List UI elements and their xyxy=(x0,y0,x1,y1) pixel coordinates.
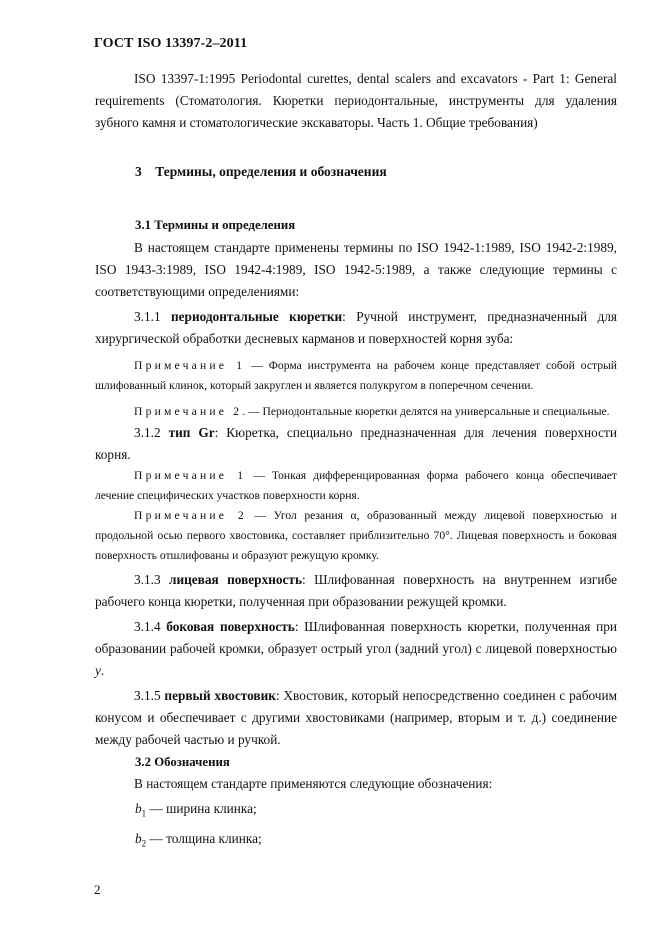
page-number: 2 xyxy=(94,882,101,897)
symbol-description: — ширина клинка; xyxy=(149,801,257,816)
note-label: Примечание 1 xyxy=(134,359,246,372)
symbol-subscript: 2 xyxy=(141,838,147,849)
note-text: — Тонкая дифференцированная форма рабочего конца обеспечивает лечение специфических участков поверхности корня. xyxy=(95,469,617,502)
section-3-number: 3 xyxy=(135,164,142,179)
term-3-1-2 xyxy=(95,422,617,466)
term-number: 3.1.1 xyxy=(134,309,161,324)
page-content xyxy=(95,68,617,854)
term-name: боковая поверхность xyxy=(166,619,295,634)
section-3-1-heading: 3.1 Термины и определения xyxy=(135,218,296,232)
symbol-b2 xyxy=(95,828,617,855)
term-definition: : Хвостовик, который непосредственно соединен с рабочим конусом и обеспечивает с другими хвостовиками (например, вторым и т. д.) соединение между рабочей частью и ручкой. xyxy=(95,688,617,747)
document-header: ГОСТ ISO 13397-2–2011 xyxy=(94,36,248,51)
term-number: 3.1.2 xyxy=(134,425,161,440)
section-3-2-heading: 3.2 Обозначения xyxy=(135,755,230,769)
note-text: — Угол резания α, образованный между лицевой поверхностью и продольной осью первого хвостовика, составляет приблизительно 70°. Лицевая поверхность и боковая поверхность отшлифованы и образуют режущую кромку. xyxy=(95,509,617,562)
symbol-subscript: 1 xyxy=(141,808,147,819)
term-name: лицевая поверхность xyxy=(169,572,302,587)
symbol-b1 xyxy=(95,798,617,825)
symbol-description: — толщина клинка; xyxy=(149,830,262,846)
term-name: тип Gr xyxy=(168,425,215,440)
section-3-2-intro: В настоящем стандарте применяются следующие обозначения: xyxy=(134,776,493,791)
note-3-1-1-1 xyxy=(95,356,617,396)
symbol-letter: b xyxy=(135,830,142,846)
term-number: 3.1.5 xyxy=(134,688,161,703)
section-3-title: Термины, определения и обозначения xyxy=(155,164,387,179)
term-definition: : Шлифованная поверхность кюретки, полученная при образовании рабочей кромки, образует острый угол (задний угол) с лицевой поверхностью xyxy=(95,619,617,656)
note-3-1-2-1 xyxy=(95,466,617,506)
note-3-1-1-2 xyxy=(95,402,617,422)
note-label: Примечание 2 xyxy=(134,509,247,522)
term-3-1-5 xyxy=(95,685,617,751)
section-3-1-intro: В настоящем стандарте применены термины по ISO 1942-1:1989, ISO 1942-2:1989, ISO 1943-3:1989, ISO 1942-4:1989, ISO 1942-5:1989, а также следующие термины с соответствующими определениями: xyxy=(95,240,617,299)
term-number: 3.1.3 xyxy=(134,572,161,587)
symbol-letter: b xyxy=(135,801,142,816)
term-symbol: y xyxy=(95,663,101,678)
section-3-heading xyxy=(95,164,617,180)
term-number: 3.1.4 xyxy=(134,619,161,634)
term-definition: : Шлифованная поверхность на внутреннем изгибе рабочего конца кюретки, полученная при образовании режущей кромки. xyxy=(95,572,617,609)
term-name: периодонтальные кюретки xyxy=(170,309,343,324)
term-3-1-4 xyxy=(95,616,617,682)
note-label: Примечание 1 xyxy=(134,469,247,482)
term-3-1-3 xyxy=(95,569,617,613)
term-name: первый хвостовик xyxy=(164,688,276,703)
term-3-1-1 xyxy=(95,306,617,350)
note-label: Примечание 2 xyxy=(134,405,243,418)
note-text: . — Периодонтальные кюретки делятся на универсальные и специальные. xyxy=(242,405,610,418)
term-end: . xyxy=(100,663,105,678)
note-3-1-2-2 xyxy=(95,506,617,566)
term-definition: : Кюретка, специально предназначенная для лечения поверхности корня. xyxy=(95,425,617,462)
term-definition: : Ручной инструмент, предназначенный для хирургической обработки десневых карманов и поверхностей корня зуба: xyxy=(95,309,617,346)
note-text: — Форма инструмента на рабочем конце представляет собой острый шлифованный клинок, который закруглен и является полукругом в поперечном сечении. xyxy=(95,359,617,392)
normative-reference: ISO 13397-1:1995 Periodontal curettes, dental scalers and excavators - Part 1: General requirements (Стоматология. Кюретки периодонтальные, инструменты для удаления зубного камня и стоматологические экскаваторы. Часть 1. Общие требования) xyxy=(95,71,617,130)
